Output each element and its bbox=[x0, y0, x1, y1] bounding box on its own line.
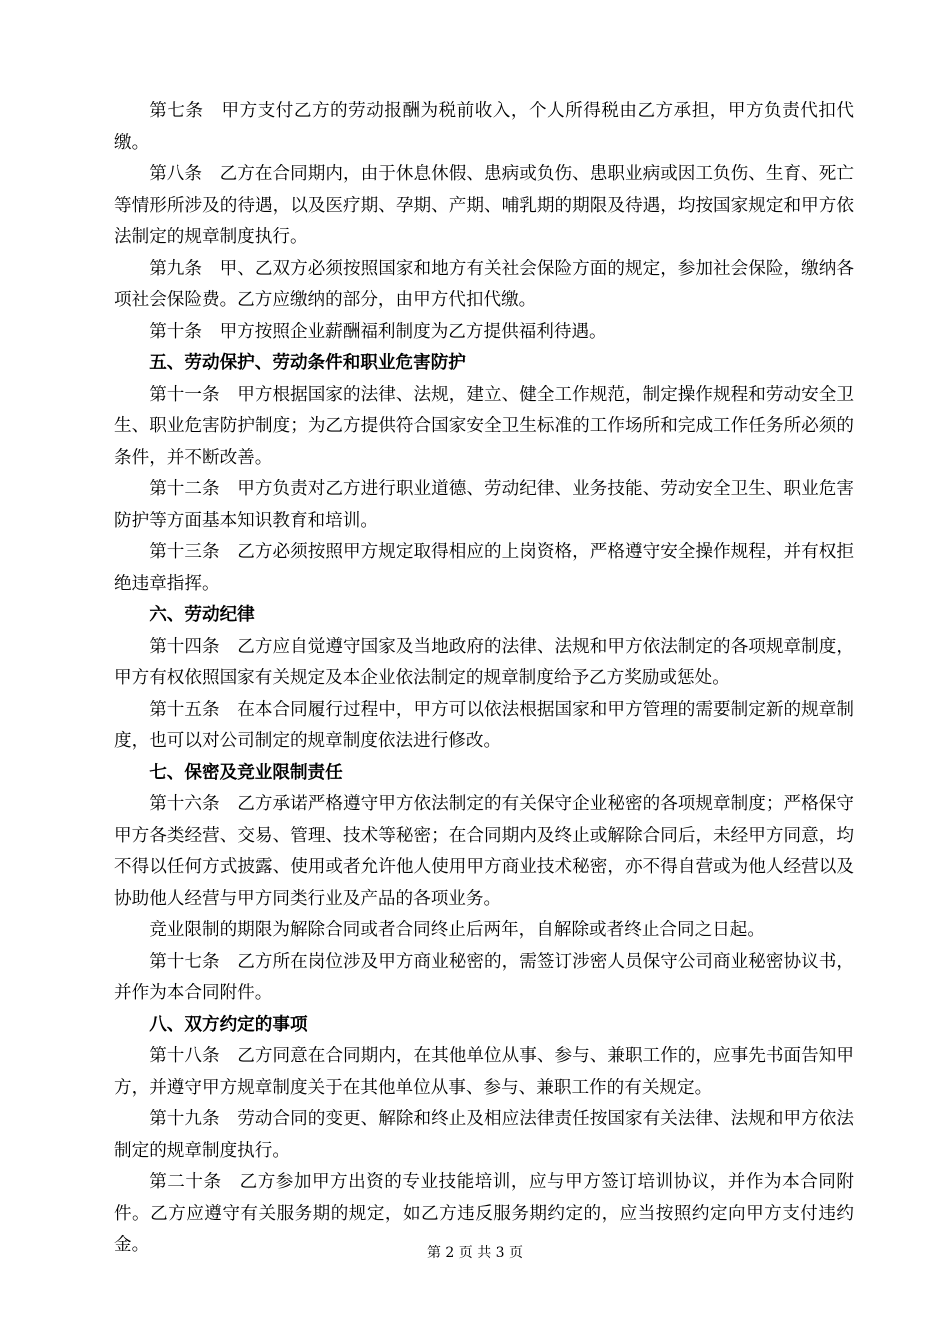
section-6-heading: 六、劳动纪律 bbox=[149, 605, 255, 625]
section-8-heading: 八、双方约定的事项 bbox=[149, 1014, 308, 1035]
article-18: 第十八条 乙方同意在合同期内，在其他单位从事、参与、兼职工作的，应事先书面告知甲方，并遵守甲方规章制度关于在其他单位从事、参与、兼职工作的有关规定。 bbox=[114, 1046, 854, 1098]
article-19: 第十九条 劳动合同的变更、解除和终止及相应法律责任按国家有关法律、法规和甲方依法制定的规章制度执行。 bbox=[114, 1109, 854, 1161]
article-11: 第十一条 甲方根据国家的法律、法规，建立、健全工作规范，制定操作规程和劳动安全卫生、职业危害防护制度；为乙方提供符合国家安全卫生标准的工作场所和完成工作任务所必须的条件，并不断改善。 bbox=[114, 384, 854, 468]
article-16: 第十六条 乙方承诺严格遵守甲方依法制定的有关保守企业秘密的各项规章制度；严格保守甲方各类经营、交易、管理、技术等秘密；在合同期内及终止或解除合同后，未经甲方同意，均不得以任何方式披露、使用或者允许他人使用甲方商业技术秘密，亦不得自营或为他人经营以及协助他人经营与甲方同类行业及产品的各项业务。 bbox=[114, 794, 854, 909]
article-14: 第十四条 乙方应自觉遵守国家及当地政府的法律、法规和甲方依法制定的各项规章制度，甲方有权依照国家有关规定及本企业依法制定的规章制度给予乙方奖励或惩处。 bbox=[114, 636, 854, 688]
article-15: 第十五条 在本合同履行过程中，甲方可以依法根据国家和甲方管理的需要制定新的规章制度，也可以对公司制定的规章制度依法进行修改。 bbox=[114, 699, 854, 751]
section-5-heading: 五、劳动保护、劳动条件和职业危害防护 bbox=[149, 353, 466, 373]
article-12: 第十二条 甲方负责对乙方进行职业道德、劳动纪律、业务技能、劳动安全卫生、职业危害防护等方面基本知识教育和培训。 bbox=[114, 479, 854, 531]
article-13: 第十三条 乙方必须按照甲方规定取得相应的上岗资格，严格遵守安全操作规程，并有权拒绝违章指挥。 bbox=[114, 542, 854, 594]
article-7: 第七条 甲方支付乙方的劳动报酬为税前收入，个人所得税由乙方承担，甲方负责代扣代缴。 bbox=[114, 101, 854, 153]
page-number-footer: 第 2 页 共 3 页 bbox=[426, 1245, 524, 1261]
non-compete-term: 竞业限制的期限为解除合同或者合同终止后两年，自解除或者终止合同之日起。 bbox=[149, 920, 765, 940]
section-7-heading: 七、保密及竞业限制责任 bbox=[149, 762, 343, 783]
article-9: 第九条 甲、乙双方必须按照国家和地方有关社会保险方面的规定，参加社会保险，缴纳各项社会保险费。乙方应缴纳的部分，由甲方代扣代缴。 bbox=[114, 258, 854, 310]
article-8: 第八条 乙方在合同期内，由于休息休假、患病或负伤、患职业病或因工负伤、生育、死亡等情形所涉及的待遇，以及医疗期、孕期、产期、哺乳期的期限及待遇，均按国家规定和甲方依法制定的规章制度执行。 bbox=[114, 164, 854, 247]
article-10: 第十条 甲方按照企业薪酬福利制度为乙方提供福利待遇。 bbox=[149, 321, 607, 342]
article-20: 第二十条 乙方参加甲方出资的专业技能培训，应与甲方签订培训协议，并作为本合同附件。乙方应遵守有关服务期的规定，如乙方违反服务期约定的，应当按照约定向甲方支付违约金。 bbox=[114, 1172, 854, 1255]
document-body bbox=[114, 96, 854, 1262]
article-17: 第十七条 乙方所在岗位涉及甲方商业秘密的，需签订涉密人员保守公司商业秘密协议书，并作为本合同附件。 bbox=[114, 951, 854, 1003]
